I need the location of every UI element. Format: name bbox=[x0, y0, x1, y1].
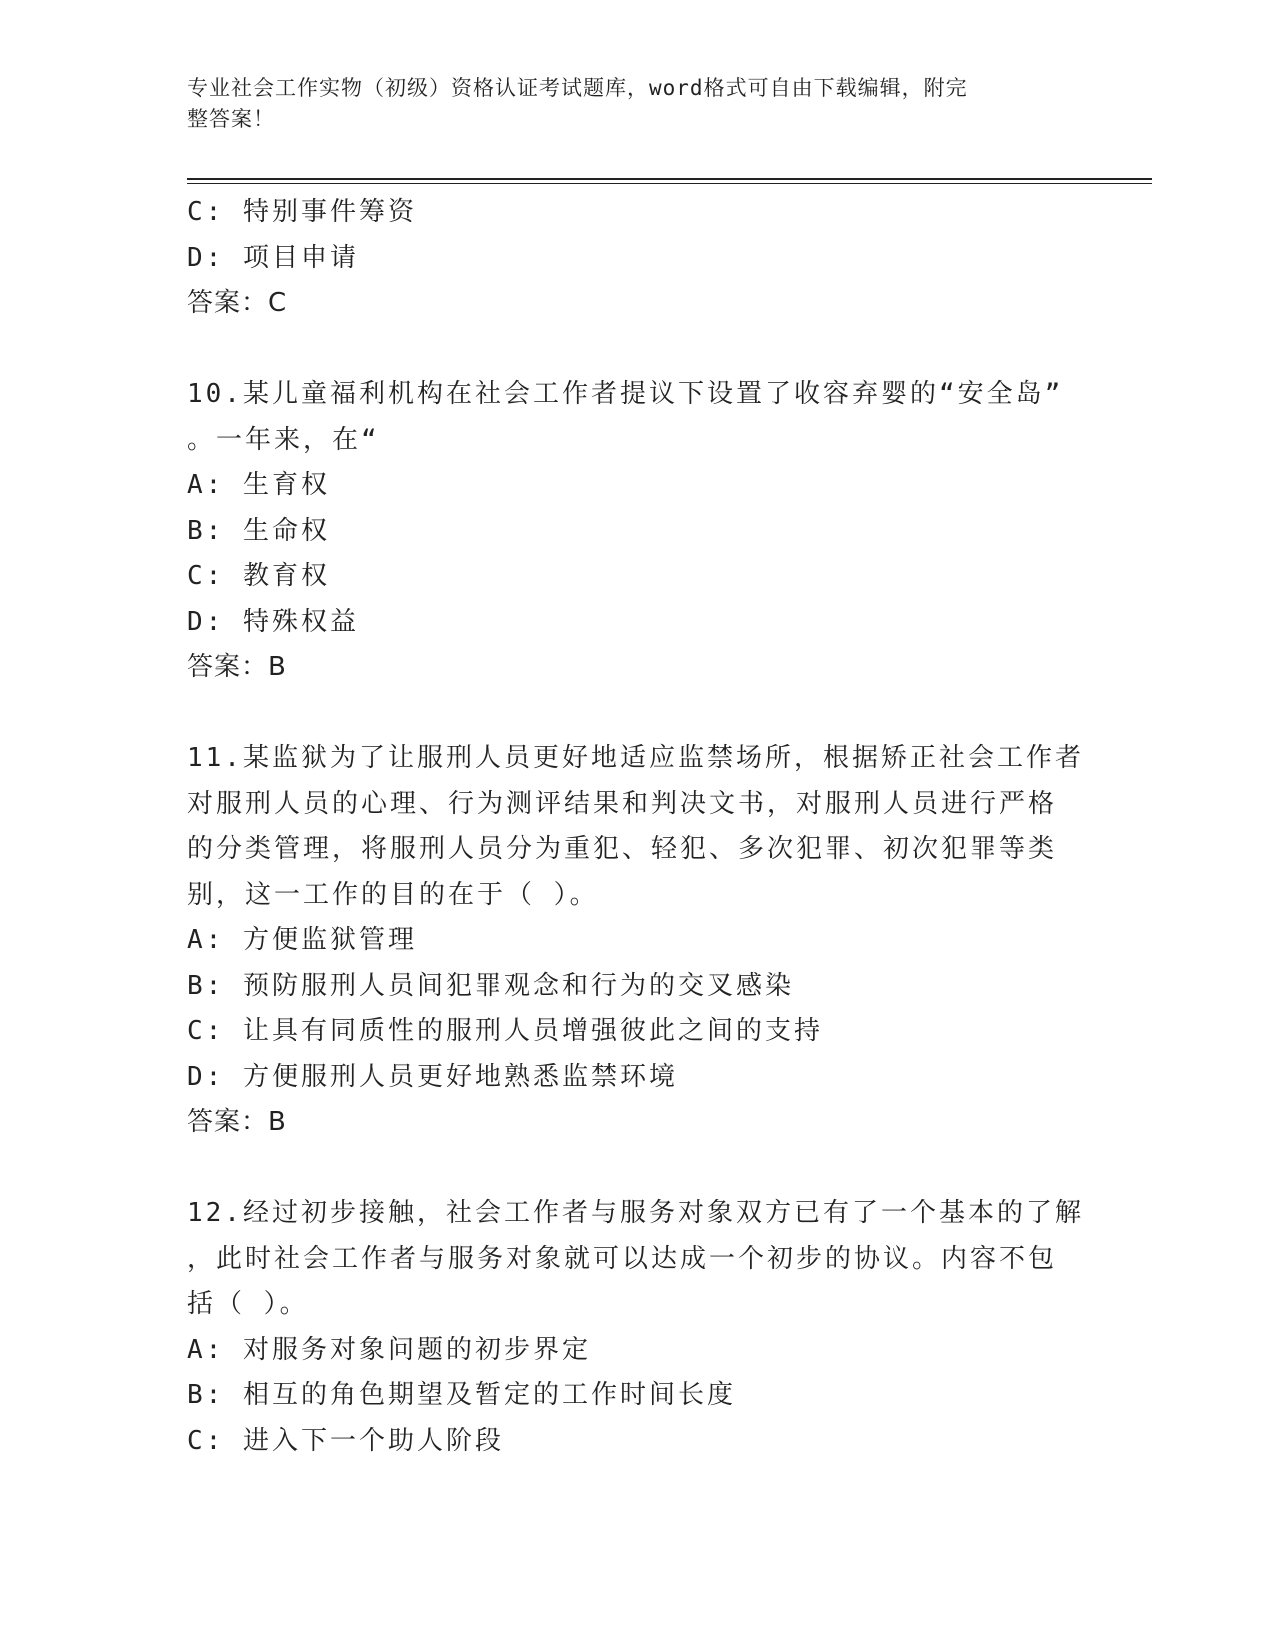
question-stem bbox=[187, 1191, 1084, 1328]
spacer bbox=[187, 327, 1077, 373]
stem-line: 10.某儿童福利机构在社会工作者提议下设置了收容弃婴的“安全岛” bbox=[187, 379, 1064, 409]
question-12 bbox=[187, 1191, 1084, 1464]
option-d: D: 方便服刑人员更好地熟悉监禁环境 bbox=[187, 1061, 678, 1092]
spacer bbox=[187, 1146, 1077, 1192]
header-line-1: 专业社会工作实物（初级）资格认证考试题库，word格式可自由下载编辑，附完 bbox=[187, 76, 968, 100]
stem-line: ，此时社会工作者与服务对象就可以达成一个初步的协议。内容不包 bbox=[187, 1243, 1058, 1274]
stem-line: 对服刑人员的心理、行为测评结果和判决文书，对服刑人员进行严格 bbox=[187, 788, 1058, 819]
option-a: A: 对服务对象问题的初步界定 bbox=[187, 1334, 591, 1365]
page-header bbox=[187, 73, 1087, 135]
option-c: C: 教育权 bbox=[187, 561, 330, 591]
spacer bbox=[187, 691, 1077, 737]
question-list bbox=[187, 190, 1084, 1464]
option-c: C: 进入下一个助人阶段 bbox=[187, 1425, 504, 1456]
question-9-tail bbox=[187, 190, 1077, 327]
answer-line: 答案：C bbox=[187, 288, 288, 318]
question-stem bbox=[187, 372, 1077, 463]
option-b: B: 预防服刑人员间犯罪观念和行为的交叉感染 bbox=[187, 970, 794, 1001]
header-rule-thick bbox=[187, 178, 1152, 180]
header-line-2: 整答案！ bbox=[187, 107, 275, 131]
option-c: C: 特别事件筹资 bbox=[187, 197, 417, 227]
option-d: D: 特殊权益 bbox=[187, 606, 359, 637]
stem-line: 别，这一工作的目的在于（ ）。 bbox=[187, 879, 599, 910]
option-c: C: 让具有同质性的服刑人员增强彼此之间的支持 bbox=[187, 1016, 823, 1046]
option-d: D: 项目申请 bbox=[187, 242, 359, 273]
stem-line: 括（ ）。 bbox=[187, 1289, 309, 1319]
question-stem bbox=[187, 736, 1084, 918]
stem-line: 12.经过初步接触，社会工作者与服务对象双方已有了一个基本的了解 bbox=[187, 1198, 1084, 1228]
answer-line: 答案：B bbox=[187, 1107, 287, 1137]
option-a: A: 生育权 bbox=[187, 470, 330, 500]
stem-line: 的分类管理，将服刑人员分为重犯、轻犯、多次犯罪、初次犯罪等类 bbox=[187, 834, 1058, 864]
header-rule-thin bbox=[187, 183, 1152, 184]
stem-line: 。一年来，在“ bbox=[187, 424, 380, 455]
question-10 bbox=[187, 372, 1077, 691]
question-11 bbox=[187, 736, 1084, 1146]
stem-line: 11.某监狱为了让服刑人员更好地适应监禁场所，根据矫正社会工作者 bbox=[187, 743, 1084, 773]
option-b: B: 生命权 bbox=[187, 515, 330, 546]
option-b: B: 相互的角色期望及暂定的工作时间长度 bbox=[187, 1380, 736, 1410]
answer-line: 答案：B bbox=[187, 652, 287, 682]
option-a: A: 方便监狱管理 bbox=[187, 925, 417, 955]
